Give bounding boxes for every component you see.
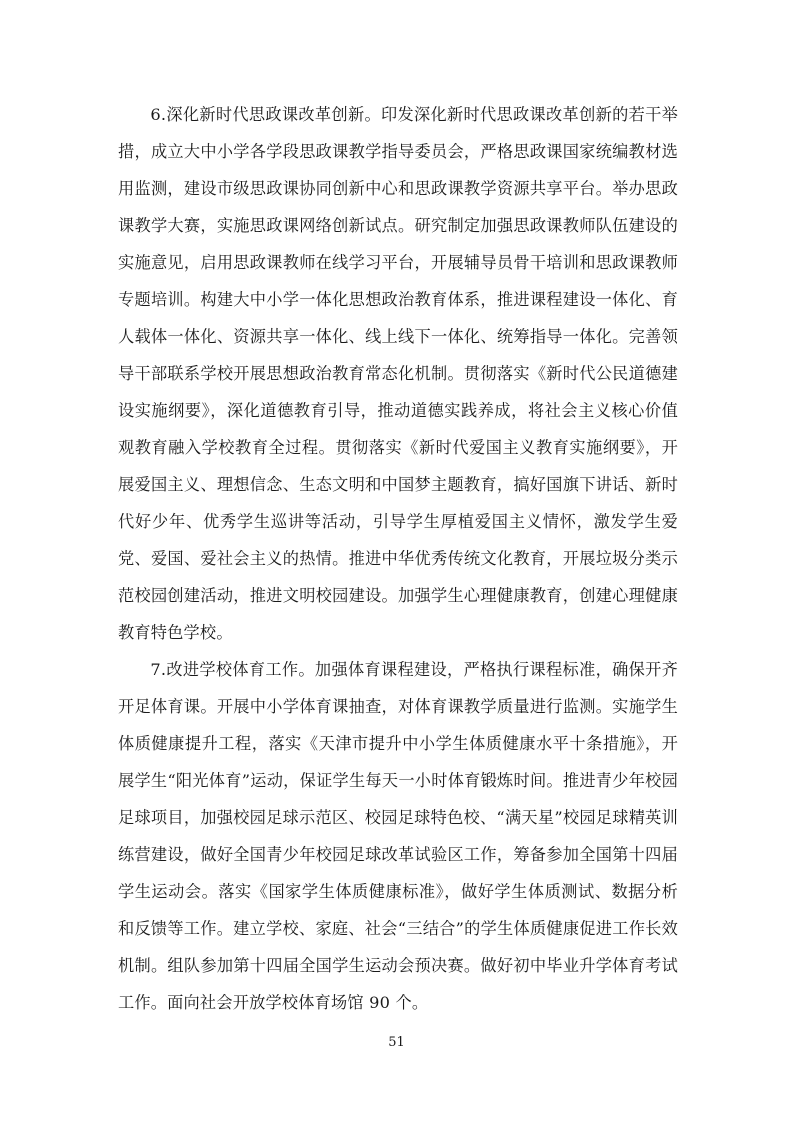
page-number: 51 xyxy=(388,1035,405,1050)
paragraph-6: 6.深化新时代思政课改革创新。印发深化新时代思政课改革创新的若干举措，成立大中小学各学段思政课教学指导委员会，严格思政课国家统编教材选用监测，建设市级思政课协同创新中心和思政课教学资源共享平台。举办思政课教学大赛，实施思政课网络创新试点。研究制定加强思政课教师队伍建设的实施意见，启用思政课教师在线学习平台，开展辅导员骨干培训和思政课教师专题培训。构建大中小学一体化思想政治教育体系，推进课程建设一体化、育人载体一体化、资源共享一体化、线上线下一体化、统筹指导一体化。完善领导干部联系学校开展思想政治教育常态化机制。贯彻落实《新时代公民道德建设实施纲要》，深化道德教育引导，推动道德实践养成，将社会主义核心价值观教育融入学校教育全过程。贯彻落实《新时代爱国主义教育实施纲要》，开展爱国主义、理想信念、生态文明和中国梦主题教育，搞好国旗下讲话、新时代好少年、优秀学生巡讲等活动，引导学生厚植爱国主义情怀，激发学生爱党、爱国、爱社会主义的热情。推进中华优秀传统文化教育，开展垃圾分类示范校园创建活动，推进文明校园建设。加强学生心理健康教育，创建心理健康教育特色学校。 xyxy=(118,105,678,642)
page-content xyxy=(118,96,678,1021)
paragraph-7: 7.改进学校体育工作。加强体育课程建设，严格执行课程标准，确保开齐开足体育课。开展中小学体育课抽查，对体育课教学质量进行监测。实施学生体质健康提升工程，落实《天津市提升中小学生体质健康水平十条措施》，开展学生“阳光体育”运动，保证学生每天一小时体育锻炼时间。推进青少年校园足球项目，加强校园足球示范区、校园足球特色校、“满天星”校园足球精英训练营建设，做好全国青少年校园足球改革试验区工作，筹备参加全国第十四届学生运动会。落实《国家学生体质健康标准》，做好学生体质测试、数据分析和反馈等工作。建立学校、家庭、社会“三结合”的学生体质健康促进工作长效机制。组队参加第十四届全国学生运动会预决赛。做好初中毕业升学体育考试工作。面向社会开放学校体育场馆 90 个。 xyxy=(118,660,678,1012)
